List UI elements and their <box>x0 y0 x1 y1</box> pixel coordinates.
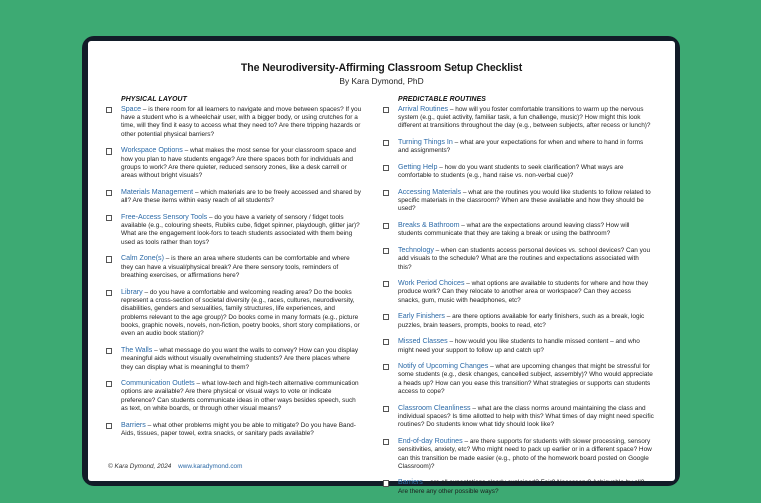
checklist-item-description: – what message do you want the walls to convey? How can you display meaningful aids without visually overwhelming students? Are there places where they can display what is meaningful to them? <box>121 346 359 371</box>
checklist-item-text <box>121 146 363 180</box>
checklist-item-text <box>398 362 654 396</box>
checklist-item <box>105 346 363 372</box>
checklist-item-description: – how will you foster comfortable transitions to warm up the nervous system (e.g., quiet activity, familiar task, a fun challenge, music)? How might this look different at transitions throughout the day (e.g., between subjects, after recess or lunch)? <box>398 105 651 130</box>
checklist-item <box>382 312 654 330</box>
physical-layout-column <box>105 96 363 445</box>
checklist-item-description: – is there an area where students can be comfortable and where they can have a visual/physical break? Are there sensory tools, reminders of breathing exercises, or affirmations here? <box>121 255 350 280</box>
checklist-item-description: – which materials are to be freely accessed and shared by all? Are these items within easy reach of all students? <box>121 188 361 205</box>
checklist-item-description: – what are upcoming changes that might be stressful for some students (e.g., desk changes, cancelled subject, assembly)? Who would appreciate a heads up? How can you ease this transition? What strategies or supports can students access to cope? <box>398 363 653 396</box>
checklist-item-text <box>121 254 363 280</box>
checklist-item-description: – when can students access personal devices vs. school devices? Can you add visuals to the schedule? What are the routines and expectations associated with this? <box>398 246 651 271</box>
checkbox[interactable] <box>106 348 112 354</box>
checklist-item <box>105 188 363 206</box>
checklist-item-term: Notify of Upcoming Changes <box>398 362 489 371</box>
checklist-item-text <box>398 437 654 471</box>
checklist-item-text <box>398 478 654 496</box>
checklist-item <box>382 478 654 496</box>
checklist-item <box>105 105 363 139</box>
checkbox[interactable] <box>383 364 389 370</box>
checklist-item-term: Free-Access Sensory Tools <box>121 212 208 221</box>
checklist-item-description: – what makes the most sense for your classroom space and how you plan to have students engage? Are there spaces both for individuals and groups to work? Are there quieter, reduced sensory zones, like a desk carrell or areas without bright visuals? <box>121 147 356 180</box>
checkbox[interactable] <box>383 439 389 445</box>
checkbox[interactable] <box>383 339 389 345</box>
checklist-item-term: Communication Outlets <box>121 379 195 388</box>
checklist-item-text <box>121 379 363 413</box>
footer <box>108 463 242 470</box>
checklist-item <box>382 279 654 305</box>
checklist-item <box>382 337 654 355</box>
physical-layout-heading: PHYSICAL LAYOUT <box>121 96 187 103</box>
checklist-item-description: – what low-tech and high-tech alternative communication options are available? Are there physical or visual ways to vote or indicate preference? Can students communicate ideas in other ways besides speech, such as text, on white boards, or through other visual means? <box>121 380 359 413</box>
checkbox[interactable] <box>106 290 112 296</box>
checkbox[interactable] <box>383 406 389 412</box>
checklist-item-text <box>398 337 654 355</box>
physical-layout-list <box>105 105 363 439</box>
checklist-item-term: Getting Help <box>398 162 438 171</box>
checklist-item-text <box>398 188 654 214</box>
checklist-item-term: Space <box>121 104 142 113</box>
checkbox[interactable] <box>106 381 112 387</box>
checklist-item-text <box>398 221 654 239</box>
checklist-item-text <box>121 188 363 206</box>
checklist-item <box>105 213 363 247</box>
checklist-item-term: Accessing Materials <box>398 187 462 196</box>
checklist-item-term: Technology <box>398 245 434 254</box>
checkbox[interactable] <box>383 140 389 146</box>
copyright-text: © Kara Dymond, 2024 <box>108 463 172 470</box>
predictable-routines-column <box>382 96 654 503</box>
checklist-item-term: Classroom Cleanliness <box>398 403 471 412</box>
document-title: The Neurodiversity-Affirming Classroom Setup Checklist <box>240 62 523 74</box>
checklist-item-text <box>398 246 654 272</box>
checkbox[interactable] <box>106 423 112 429</box>
checklist-item <box>105 254 363 280</box>
checkbox[interactable] <box>106 190 112 196</box>
checklist-item-term: Library <box>121 287 143 296</box>
predictable-routines-heading: PREDICTABLE ROUTINES <box>398 96 487 103</box>
checklist-item-term: Workspace Options <box>121 146 183 155</box>
checkbox[interactable] <box>383 314 389 320</box>
checkbox[interactable] <box>106 148 112 154</box>
checklist-item-term: The Walls <box>121 345 153 354</box>
checklist-item <box>382 163 654 181</box>
checklist-item <box>382 188 654 214</box>
checklist-item-term: Missed Classes <box>398 337 448 346</box>
checklist-item-description: – do you have a comfortable and welcoming reading area? Do the books represent a cross-section of societal diversity (e.g., races, cultures, neurodiversity, disabilities, genders and sexualities, family structures, life experiences, and problems relevant to the age group)? Do books come in many formats (e.g., picture books, graphic novels, novels, non-fiction, poetry books, short story compilations, or even an audio book station)? <box>121 288 360 338</box>
predictable-routines-list <box>382 105 654 496</box>
checklist-item-text <box>398 312 654 330</box>
checkbox[interactable] <box>106 256 112 262</box>
checklist-item-text <box>398 279 654 305</box>
checklist-item-text <box>398 163 654 181</box>
checklist-item-text <box>398 105 654 131</box>
checklist-item <box>382 221 654 239</box>
checklist-item-term: End-of-day Routines <box>398 436 463 445</box>
checklist-item-term: Breaks & Bathroom <box>398 220 460 229</box>
website-link[interactable]: www.karadymond.com <box>178 463 243 470</box>
checkbox[interactable] <box>383 248 389 254</box>
checklist-item-description: – how would you like students to handle missed content – and who might need your support to follow up and catch up? <box>398 338 640 354</box>
checklist-item-description: – do you have a variety of sensory / fidget tools available (e.g., colouring sheets, Rubiks cube, fidget spinner, playdough, glitter jar)? What are the engagement look-fors to teach students associated with them being used as tools rather than toys? <box>121 213 360 246</box>
checklist-item-text <box>121 105 363 139</box>
document-byline: By Kara Dymond, PhD <box>339 76 424 86</box>
checklist-item-description: – are there supports for students with slower processing, sensory sensitivities, anxiety, etc? Who might need to pack up earlier or in a different space? How can this transition be made easier (e.g., photo of the homework board posted on Google Classroom)? <box>398 437 652 470</box>
checklist-item <box>382 362 654 396</box>
checklist-item-description: – are there options available for early finishers, such as a break, logic puzzles, brain teasers, prompts, books to read, etc? <box>398 313 645 329</box>
checklist-item-text <box>121 213 363 247</box>
checklist-item-term: Work Period Choices <box>398 279 465 288</box>
checklist-item <box>105 146 363 180</box>
checklist-item-description: – what are your expectations for when and where to hand in forms and assignments? <box>398 139 644 155</box>
checklist-item-description: – what are the class norms around maintaining the class and individual spaces? Is time allotted to help with this? What times of day might need specific routines? Do students know what tidy should look like? <box>398 404 654 429</box>
checkbox[interactable] <box>383 480 389 486</box>
checklist-item-term: Arrival Routines <box>398 104 449 113</box>
checklist-item <box>382 105 654 131</box>
checkbox[interactable] <box>383 165 389 171</box>
checklist-item-text <box>398 138 654 156</box>
checklist-item-description: – what are the routines you would like students to follow related to specific materials in the classroom? When are these available and how they should be used? <box>398 188 651 213</box>
checklist-item-description: – what other problems might you be able to mitigate? Do you have Band-Aids, tissues, paper towel, extra snacks, or sanitary pads available? <box>121 421 356 437</box>
checklist-item <box>382 138 654 156</box>
checklist-item-term: Barriers <box>121 420 146 429</box>
checklist-item-term: Materials Management <box>121 187 194 196</box>
checklist-item-text <box>121 421 363 439</box>
checklist-item-text <box>121 346 363 372</box>
checklist-item <box>382 246 654 272</box>
checklist-item <box>105 379 363 413</box>
checklist-item-text <box>121 288 363 339</box>
checklist-page <box>88 41 675 495</box>
checkbox[interactable] <box>106 107 112 113</box>
checkbox[interactable] <box>383 190 389 196</box>
checklist-item-term: Early Finishers <box>398 312 445 321</box>
checklist-item <box>105 288 363 339</box>
checklist-item <box>382 404 654 430</box>
checklist-item-description: – are all expectations clearly explained? Fair? Necessary? Achievable by all? Are there any other possible ways? <box>398 479 645 495</box>
checklist-item-term: Calm Zone(s) <box>121 254 164 263</box>
checkbox[interactable] <box>383 281 389 287</box>
checklist-item <box>382 437 654 471</box>
checkbox[interactable] <box>383 223 389 229</box>
checklist-item-description: – what options are available to students for where and how they produce work? Can they relocate to another area or workspace? Can they access snacks, gum, music with headphones, etc? <box>398 280 649 304</box>
checklist-item-description: – is there room for all learners to navigate and move between spaces? If you have a student who is a wheelchair user, with a bigger body, or using crutches for a time, will they find it easy to access what they need to? Are there tripping hazards or other potential physical barriers? <box>121 105 362 138</box>
checklist-item-description: – what are the expectations around leaving class? How will students communicate that they are taking a break or using the bathroom? <box>398 221 630 238</box>
checklist-item-description: – how do you want students to seek clarification? What ways are comfortable to students (e.g., hand raise vs. non-verbal cue)? <box>398 163 624 180</box>
checkbox[interactable] <box>383 107 389 113</box>
checklist-item-term: Barriers <box>398 478 423 487</box>
checklist-item-term: Turning Things In <box>398 138 453 147</box>
checkbox[interactable] <box>106 215 112 221</box>
checklist-item <box>105 421 363 439</box>
checklist-item-text <box>398 404 654 430</box>
